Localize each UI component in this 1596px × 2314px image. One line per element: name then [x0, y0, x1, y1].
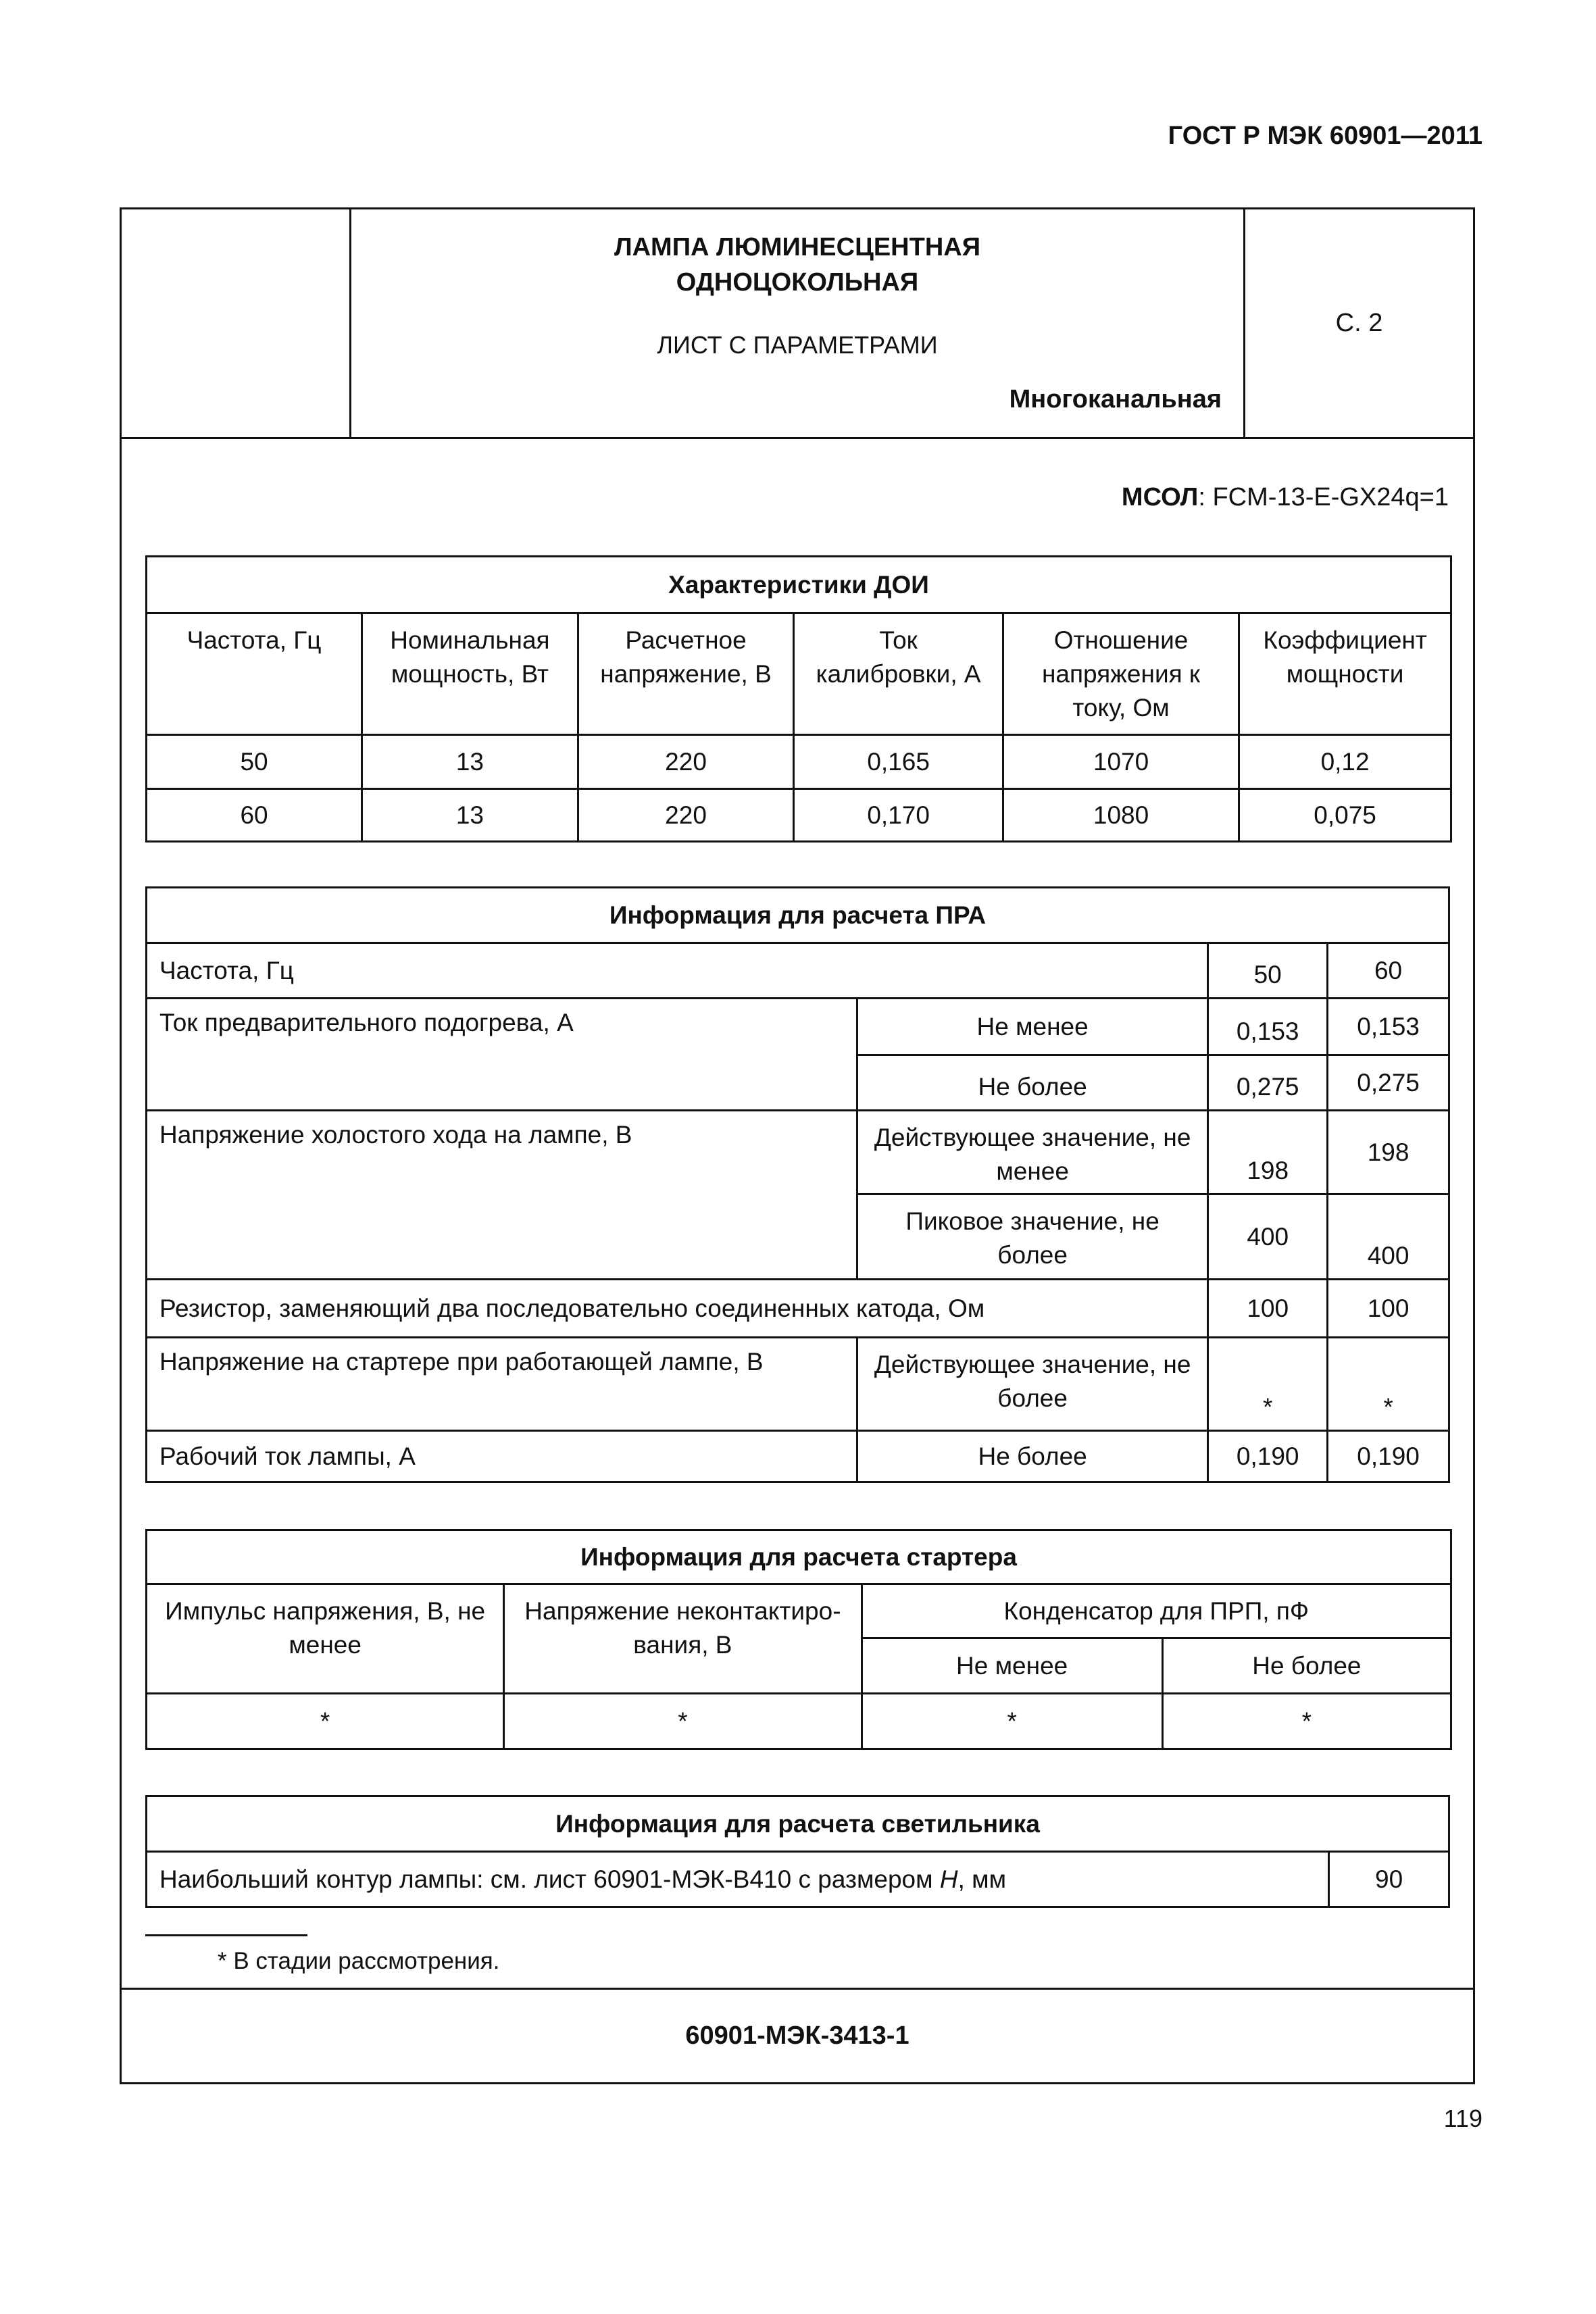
starter-col-capacitor: Конденсатор для ПРП, пФ [862, 1584, 1451, 1638]
luminaire-contour-label [147, 1852, 1329, 1907]
table-cell: * [147, 1694, 504, 1749]
table-cell: 198 [1328, 1111, 1449, 1194]
table-cell: 100 [1208, 1280, 1328, 1338]
sheet-footer-code: 60901-МЭК-3413-1 [122, 1988, 1473, 2082]
table-cell: 13 [362, 735, 578, 789]
pra-open-circuit-label: Напряжение холостого хода на лампе, В [147, 1111, 857, 1280]
luminaire-label-pre: Наибольший контур лампы: см. лист 60901-МЭК-В410 с размером [159, 1865, 940, 1893]
table-cell: 50 [147, 735, 362, 789]
header-title-cell [351, 209, 1243, 437]
sheet-header [122, 209, 1473, 439]
table-cell: 100 [1328, 1280, 1449, 1338]
table-cell: 220 [578, 735, 794, 789]
starter-sub-max: Не более [1162, 1638, 1451, 1694]
table-cell: 400 [1328, 1194, 1449, 1280]
starter-sub-min: Не менее [862, 1638, 1162, 1694]
doi-table [145, 555, 1452, 842]
starter-col-no-contact-voltage: Напряжение неконтактиро-вания, В [504, 1584, 862, 1694]
table-row [147, 789, 1451, 842]
lamp-type: Многоканальная [1009, 385, 1222, 413]
sheet-subtitle: ЛИСТ С ПАРАМЕТРАМИ [657, 331, 938, 359]
luminaire-contour-value: 90 [1329, 1852, 1449, 1907]
table-cell: 0,190 [1328, 1431, 1449, 1482]
table-cell: 0,075 [1239, 789, 1451, 842]
table-cell: 1080 [1003, 789, 1239, 842]
table-cell: 0,12 [1239, 735, 1451, 789]
pra-starter-voltage-label: Напряжение на стартере при работающей лампе, В [147, 1338, 857, 1431]
luminaire-label-var: H [939, 1865, 958, 1893]
doi-col-ratio: Отношение напряжения к току, Ом [1003, 613, 1239, 735]
table-cell: 0,170 [794, 789, 1003, 842]
pra-current-label: Рабочий ток лампы, А [147, 1431, 857, 1482]
lamp-title-line2: ОДНОЦОКОЛЬНАЯ [676, 268, 919, 297]
pra-starter-voltage-cond: Действующее значение, не более [857, 1338, 1207, 1431]
page-number: 119 [1443, 2105, 1482, 2132]
footnote: * В стадии рассмотрения. [218, 1948, 500, 1974]
pra-open-circuit-rms-label: Действующее значение, не менее [857, 1111, 1207, 1194]
luminaire-table [145, 1795, 1450, 1908]
table-row [147, 735, 1451, 789]
starter-table [145, 1529, 1452, 1750]
table-cell: 0,190 [1208, 1431, 1328, 1482]
lamp-title-line1: ЛАМПА ЛЮМИНЕСЦЕНТНАЯ [614, 233, 981, 261]
pra-preheat-max-label: Не более [857, 1055, 1207, 1111]
table-cell: 400 [1208, 1194, 1328, 1280]
doi-table-title: Характеристики ДОИ [147, 557, 1451, 613]
msol-designation [1122, 483, 1449, 512]
luminaire-label-post: , мм [957, 1865, 1007, 1893]
table-cell: * [1208, 1338, 1328, 1431]
doi-col-calibration-current: Ток калибровки, А [794, 613, 1003, 735]
pra-preheat-label: Ток предварительного подогрева, А [147, 999, 857, 1111]
pra-frequency-50: 50 [1208, 943, 1328, 999]
pra-current-cond: Не более [857, 1431, 1207, 1482]
starter-col-pulse: Импульс напряжения, В, не менее [147, 1584, 504, 1694]
doi-col-power-factor: Коэффициент мощности [1239, 613, 1451, 735]
doi-col-frequency: Частота, Гц [147, 613, 362, 735]
pra-frequency-60: 60 [1328, 943, 1449, 999]
table-cell: 0,153 [1328, 999, 1449, 1055]
table-row [147, 1694, 1451, 1749]
table-cell: 13 [362, 789, 578, 842]
luminaire-table-title: Информация для расчета светильника [147, 1796, 1449, 1852]
pra-table [145, 886, 1450, 1483]
footnote-divider [145, 1934, 307, 1936]
msol-label: МСОЛ [1121, 483, 1199, 511]
doi-col-voltage: Расчетное напряжение, В [578, 613, 794, 735]
table-cell: 0,153 [1208, 999, 1328, 1055]
sheet-page-label: С. 2 [1243, 209, 1473, 437]
table-cell: 198 [1208, 1111, 1328, 1194]
table-cell: * [1328, 1338, 1449, 1431]
sheet-frame [120, 207, 1475, 2084]
table-cell: 60 [147, 789, 362, 842]
msol-value: : FCM-13-E-GX24q=1 [1198, 483, 1449, 511]
table-cell: 0,275 [1328, 1055, 1449, 1111]
table-cell: 0,275 [1208, 1055, 1328, 1111]
table-cell: 220 [578, 789, 794, 842]
table-cell: 0,165 [794, 735, 1003, 789]
pra-table-title: Информация для расчета ПРА [147, 888, 1449, 943]
pra-preheat-min-label: Не менее [857, 999, 1207, 1055]
standard-number: ГОСТ Р МЭК 60901—2011 [1168, 122, 1482, 150]
starter-table-title: Информация для расчета стартера [147, 1530, 1451, 1584]
lamp-title [351, 230, 1243, 300]
pra-open-circuit-peak-label: Пиковое значение, не более [857, 1194, 1207, 1280]
table-cell: * [504, 1694, 862, 1749]
pra-frequency-label: Частота, Гц [147, 943, 1208, 999]
doi-col-power: Номинальная мощность, Вт [362, 613, 578, 735]
pra-resistor-label: Резистор, заменяющий два последовательно соединенных катода, Ом [147, 1280, 1208, 1338]
header-left-cell [122, 209, 351, 437]
table-cell: * [1162, 1694, 1451, 1749]
table-cell: 1070 [1003, 735, 1239, 789]
table-cell: * [862, 1694, 1162, 1749]
